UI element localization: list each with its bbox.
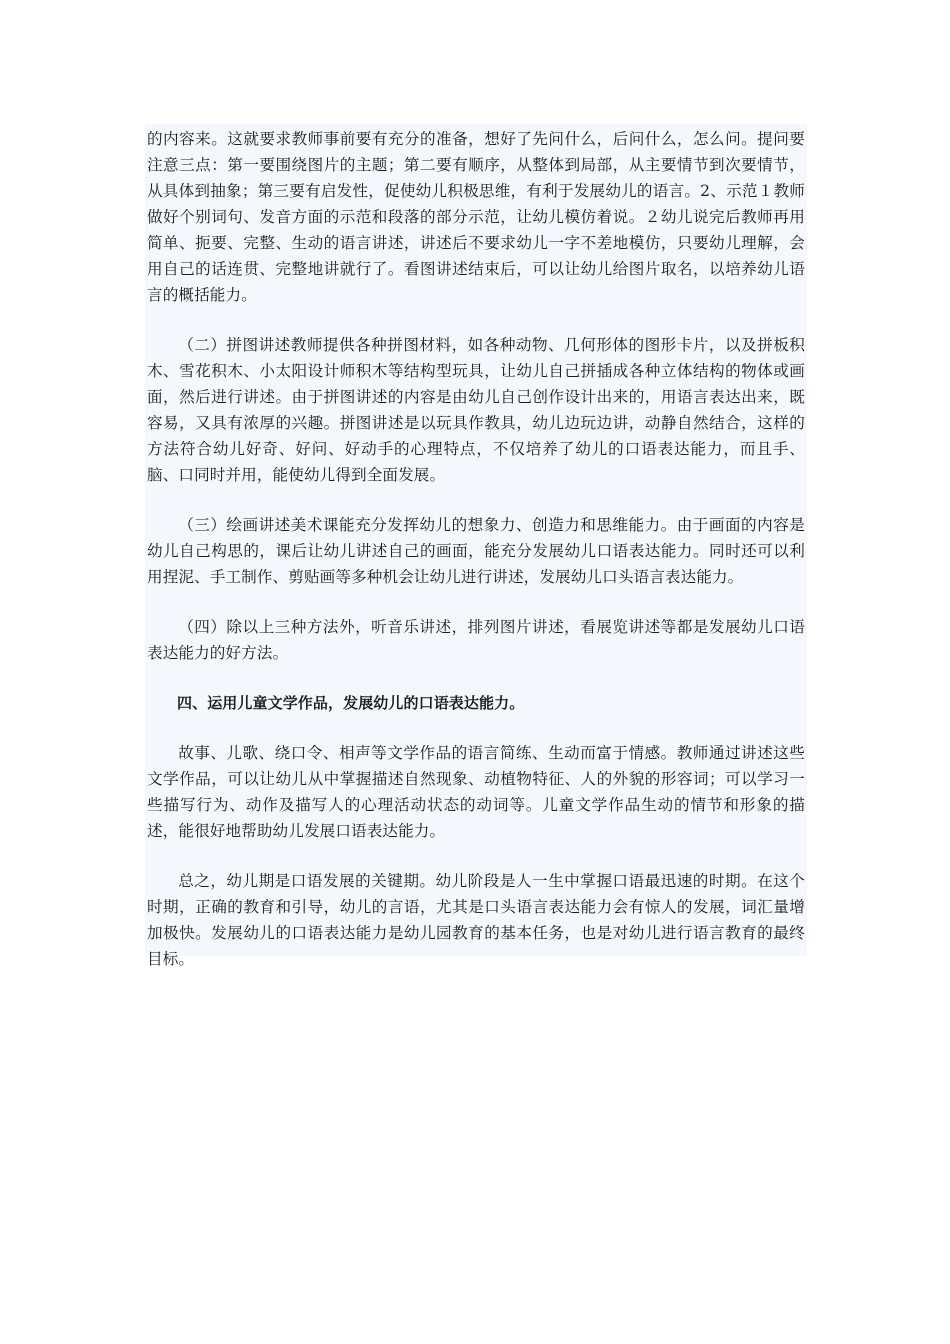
- paragraph-literature: 故事、儿歌、绕口令、相声等文学作品的语言简练、生动而富于情感。教师通过讲述这些文学作品，可以让幼儿从中掌握描述自然现象、动植物特征、人的外貌的形容词；可以学习一些描写行为、动作及描写人的心理活动状态的动词等。儿童文学作品生动的情节和形象的描述，能很好地帮助幼儿发展口语表达能力。: [147, 744, 805, 840]
- paragraph-puzzle-narration: （二）拼图讲述教师提供各种拼图材料，如各种动物、几何形体的图形卡片，以及拼板积木、雪花积木、小太阳设计师积木等结构型玩具，让幼儿自己拼插成各种立体结构的物体或画面，然后进行讲述。由于拼图讲述的内容是由幼儿自己创作设计出来的，用语言表达出来，既容易，又具有浓厚的兴趣。拼图讲述是以玩具作教具，幼儿边玩边讲，动静自然结合，这样的方法符合幼儿好奇、好问、好动手的心理特点，不仅培养了幼儿的口语表达能力，而且手、脑、口同时并用，能使幼儿得到全面发展。: [147, 336, 805, 484]
- paragraph-drawing-narration: （三）绘画讲述美术课能充分发挥幼儿的想象力、创造力和思维能力。由于画面的内容是幼儿自己构思的，课后让幼儿讲述自己的画面，能充分发展幼儿口语表达能力。同时还可以利用捏泥、手工制作、剪贴画等多种机会让幼儿进行讲述，发展幼儿口头语言表达能力。: [147, 516, 805, 586]
- paragraph-continuation: 的内容来。这就要求教师事前要有充分的准备，想好了先问什么，后问什么，怎么问。提问要注意三点：第一要围绕图片的主题；第二要有顺序，从整体到局部，从主要情节到次要情节，从具体到抽象；第三要有启发性，促使幼儿积极思维，有利于发展幼儿的语言。2、示范１教师做好个别词句、发音方面的示范和段落的部分示范，让幼儿模仿着说。２幼儿说完后教师再用简单、扼要、完整、生动的语言讲述，讲述后不要求幼儿一字不差地模仿，只要幼儿理解，会用自己的话连贯、完整地讲就行了。看图讲述结束后，可以让幼儿给图片取名，以培养幼儿语言的概括能力。: [147, 130, 805, 304]
- section-heading-four: 四、运用儿童文学作品，发展幼儿的口语表达能力。: [177, 694, 525, 712]
- paragraph-conclusion: 总之，幼儿期是口语发展的关键期。幼儿阶段是人一生中掌握口语最迅速的时期。在这个时期，正确的教育和引导，幼儿的言语，尤其是口头语言表达能力会有惊人的发展，词汇量增加极快。发展幼儿的口语表达能力是幼儿园教育的基本任务，也是对幼儿进行语言教育的最终目标。: [147, 872, 805, 968]
- article-body: [145, 124, 807, 968]
- paragraph-other-methods: （四）除以上三种方法外，听音乐讲述，排列图片讲述，看展览讲述等都是发展幼儿口语表达能力的好方法。: [147, 618, 805, 662]
